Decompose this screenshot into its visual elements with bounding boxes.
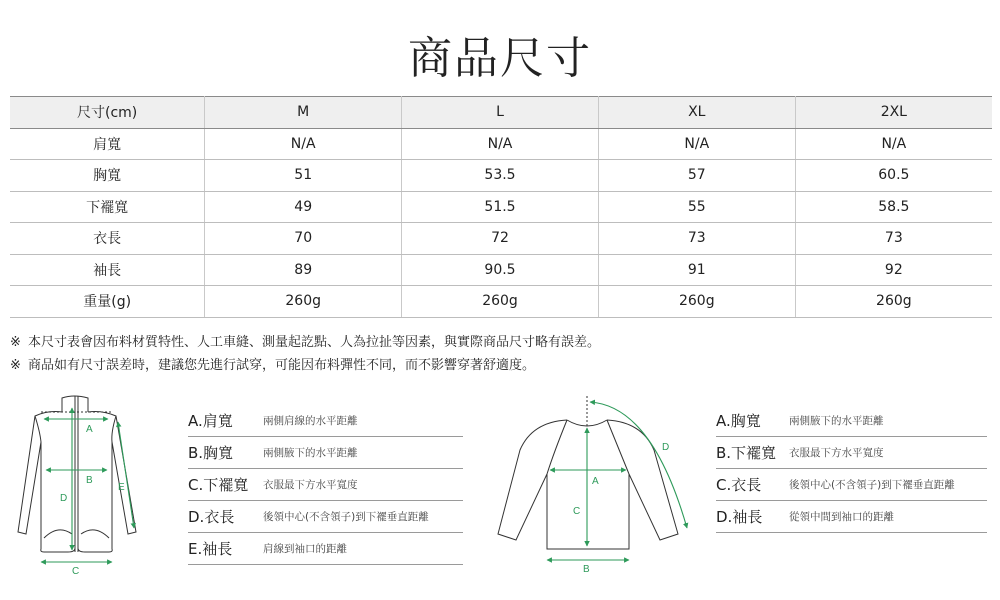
size-table — [10, 96, 992, 318]
raglan-outline — [498, 396, 678, 549]
row-label: 衣長 — [10, 223, 205, 255]
row-label: 袖長 — [10, 254, 205, 286]
table-row — [10, 160, 992, 192]
legend-desc: 兩側肩線的水平距離 — [263, 415, 358, 427]
header-cell-2xl: 2XL — [795, 97, 992, 129]
legend-item — [188, 501, 463, 533]
reference-mark-icon: ※ — [10, 358, 21, 373]
table-cell: N/A — [795, 128, 992, 160]
legend-item — [188, 437, 463, 469]
legend-label: E.袖長 — [188, 540, 233, 558]
size-notes — [10, 331, 600, 377]
table-cell: 91 — [598, 254, 795, 286]
note-text: 本尺寸表會因布料材質特性、人工車縫、測量起訖點、人為拉扯等因素，與實際商品尺寸略有誤差。 — [28, 335, 601, 350]
table-row — [10, 286, 992, 318]
table-cell: 89 — [205, 254, 402, 286]
table-cell: 51 — [205, 160, 402, 192]
dim-letter-d: D — [60, 493, 68, 504]
header-cell-m: M — [205, 97, 402, 129]
table-cell: 260g — [795, 286, 992, 318]
row-label: 肩寬 — [10, 128, 205, 160]
legend-desc: 衣服最下方水平寬度 — [263, 479, 358, 491]
header-cell-xl: XL — [598, 97, 795, 129]
legend-desc: 肩線到袖口的距離 — [263, 543, 347, 555]
table-cell: 58.5 — [795, 191, 992, 223]
table-cell: 92 — [795, 254, 992, 286]
measure-arrows — [547, 402, 687, 560]
legend-item — [716, 501, 987, 533]
table-row — [10, 223, 992, 255]
table-cell: 260g — [205, 286, 402, 318]
jacket-legend — [188, 405, 463, 565]
dim-letter-a: A — [86, 424, 93, 435]
table-cell: 73 — [598, 223, 795, 255]
raglan-measurement-diagram — [492, 392, 702, 577]
legend-item — [188, 469, 463, 501]
table-cell: 73 — [795, 223, 992, 255]
legend-label: C.下襬寬 — [188, 476, 249, 494]
note-line — [10, 331, 600, 354]
dim-letter-c: C — [573, 506, 581, 517]
dim-letter-c: C — [72, 566, 80, 577]
table-cell: 49 — [205, 191, 402, 223]
legend-label: D.袖長 — [716, 508, 763, 526]
header-cell-size: 尺寸(cm) — [10, 97, 205, 129]
note-text: 商品如有尺寸誤差時，建議您先進行試穿，可能因布料彈性不同，而不影響穿著舒適度。 — [28, 358, 536, 373]
page-title: 商品尺寸 — [408, 33, 592, 84]
table-cell: N/A — [402, 128, 599, 160]
table-cell: 72 — [402, 223, 599, 255]
table-header-row — [10, 97, 992, 129]
dim-letter-d: D — [662, 442, 670, 453]
table-cell: 90.5 — [402, 254, 599, 286]
dim-letter-b: B — [583, 564, 590, 575]
legend-label: B.胸寬 — [188, 444, 234, 462]
reference-mark-icon: ※ — [10, 335, 21, 350]
table-cell: 51.5 — [402, 191, 599, 223]
legend-desc: 從領中間到袖口的距離 — [789, 511, 894, 523]
legend-item — [188, 405, 463, 437]
legend-label: D.衣長 — [188, 508, 235, 526]
legend-desc: 後領中心(不含領子)到下襬垂直距離 — [789, 479, 955, 491]
legend-label: C.衣長 — [716, 476, 762, 494]
jacket-measurement-diagram — [8, 392, 146, 577]
legend-item — [716, 405, 987, 437]
legend-desc: 兩側腋下的水平距離 — [789, 415, 884, 427]
legend-label: A.肩寬 — [188, 412, 233, 430]
table-cell: 70 — [205, 223, 402, 255]
table-row — [10, 191, 992, 223]
row-label: 胸寬 — [10, 160, 205, 192]
table-row — [10, 254, 992, 286]
table-cell: 57 — [598, 160, 795, 192]
header-cell-l: L — [402, 97, 599, 129]
legend-item — [188, 533, 463, 565]
legend-label: A.胸寬 — [716, 412, 761, 430]
legend-label: B.下襬寬 — [716, 444, 777, 462]
dim-letter-b: B — [86, 475, 93, 486]
raglan-legend — [716, 405, 987, 533]
legend-desc: 兩側腋下的水平距離 — [263, 447, 358, 459]
table-cell: 55 — [598, 191, 795, 223]
dim-letter-e: E — [118, 482, 125, 493]
dim-letter-a: A — [592, 476, 599, 487]
note-line — [10, 354, 600, 377]
row-label: 重量(g) — [10, 286, 205, 318]
table-cell: 53.5 — [402, 160, 599, 192]
table-cell: 260g — [598, 286, 795, 318]
legend-desc: 衣服最下方水平寬度 — [789, 447, 884, 459]
table-cell: 260g — [402, 286, 599, 318]
legend-item — [716, 469, 987, 501]
table-row — [10, 128, 992, 160]
table-cell: 60.5 — [795, 160, 992, 192]
legend-desc: 後領中心(不含領子)到下襬垂直距離 — [263, 511, 429, 523]
legend-item — [716, 437, 987, 469]
table-cell: N/A — [598, 128, 795, 160]
table-cell: N/A — [205, 128, 402, 160]
row-label: 下襬寬 — [10, 191, 205, 223]
